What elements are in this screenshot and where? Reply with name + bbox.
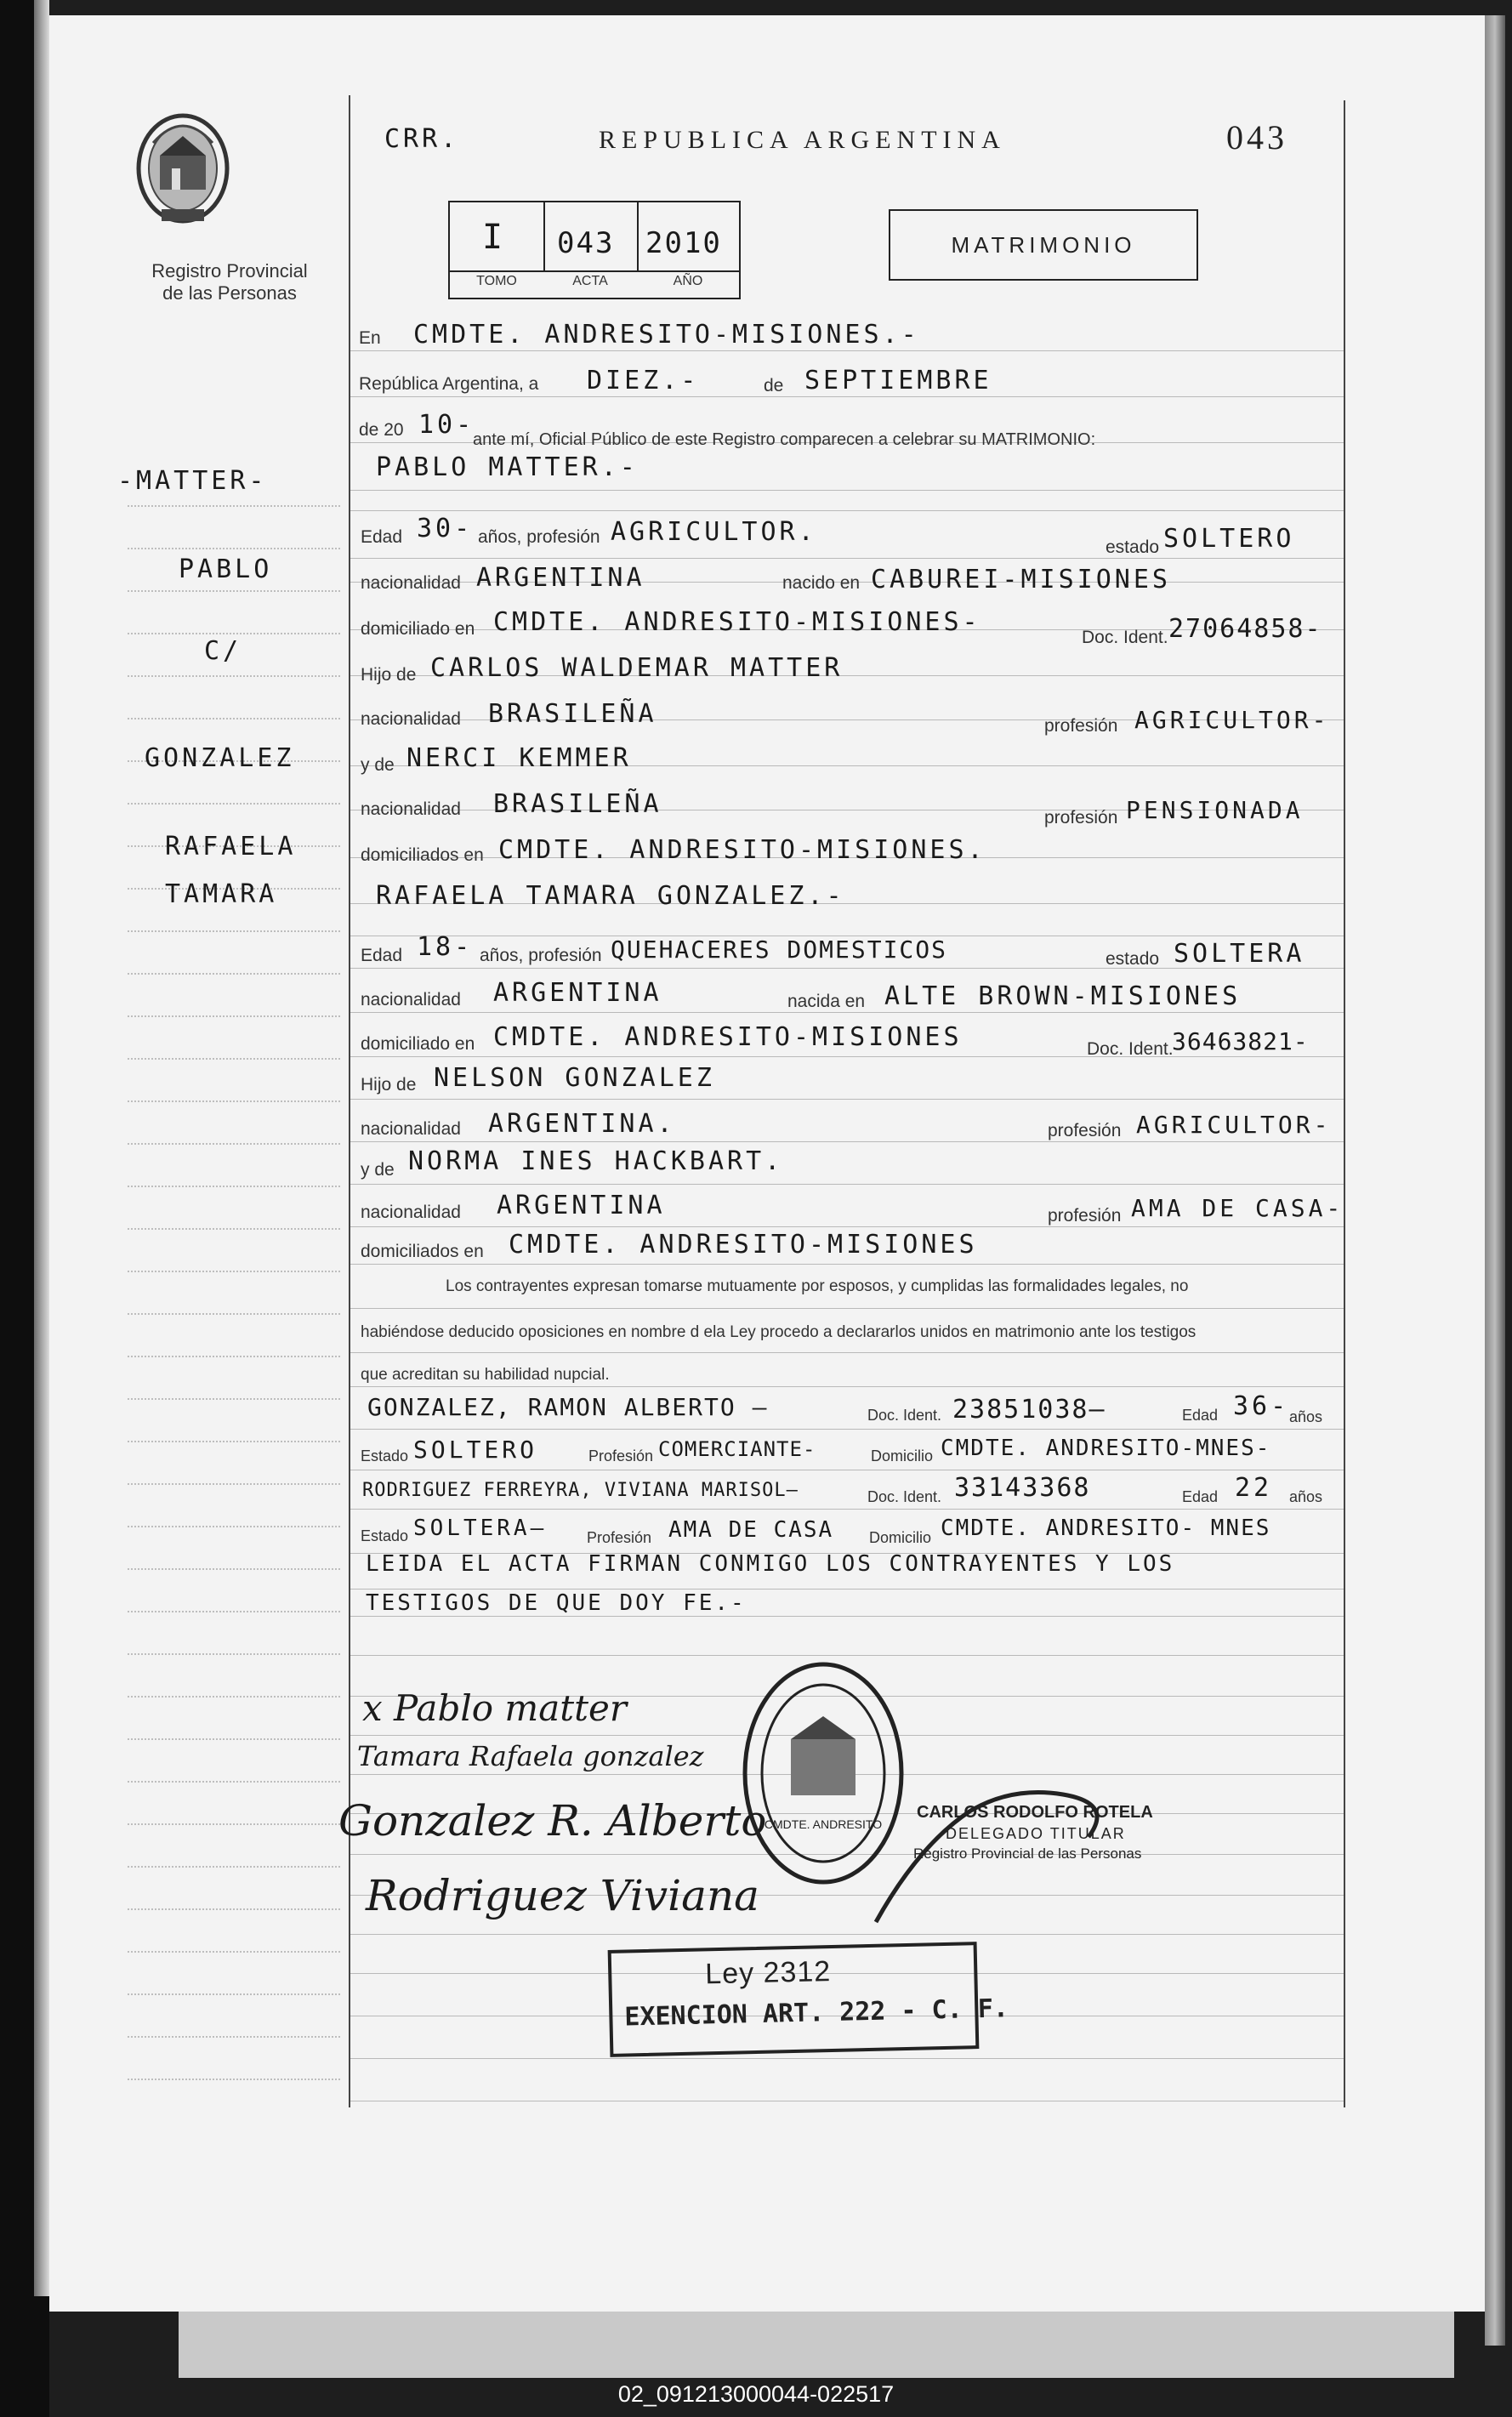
bride-nationality: ARGENTINA: [493, 978, 662, 1008]
margin-ruled-line: [128, 718, 340, 719]
margin-ruled-line: [128, 505, 340, 507]
ruled-line: [350, 1012, 1344, 1013]
margin-name2b: TAMARA: [165, 879, 278, 909]
margin-ruled-line: [128, 1866, 340, 1868]
label-nac-father: nacionalidad: [361, 709, 461, 729]
margin-ruled-line: [128, 1143, 340, 1145]
label-year: de 20: [359, 420, 404, 440]
margin-surname2: GONZALEZ: [145, 743, 295, 773]
official-office: Registro Provincial de las Personas: [913, 1845, 1142, 1862]
bride-profession: QUEHACERES DOMESTICOS: [611, 936, 948, 964]
margin-name1: PABLO: [179, 554, 273, 584]
margin-name2a: RAFAELA: [165, 832, 297, 862]
witness2-status: SOLTERA—: [413, 1516, 548, 1541]
margin-ruled-line: [128, 633, 340, 634]
declaration-line2: habiéndose deducido oposiciones en nombre d ela Ley procedo a declararlos unidos en matrimonio ante los testigos: [361, 1323, 1197, 1341]
record-code: CRR.: [384, 124, 460, 154]
bride-father-profession: AGRICULTOR-: [1136, 1111, 1332, 1139]
groom-father: CARLOS WALDEMAR MATTER: [430, 653, 844, 683]
margin-ruled-line: [128, 1058, 340, 1060]
margin-ruled-line: [128, 1186, 340, 1187]
closing-line1: LEIDA EL ACTA FIRMAN CONMIGO LOS CONTRAYENTES Y LOS: [366, 1551, 1175, 1577]
margin-ruled-line: [128, 973, 340, 975]
margin-ruled-line: [128, 1271, 340, 1272]
signature-groom: x Pablo matter: [362, 1687, 627, 1729]
seal-text: CMDTE. ANDRESITO: [764, 1817, 883, 1831]
label-anios-prof: años, profesión: [478, 527, 600, 547]
law-stamp-line1: Ley 2312: [704, 1954, 832, 1991]
ruled-line: [350, 2058, 1344, 2059]
country-title: REPUBLICA ARGENTINA: [599, 126, 1006, 154]
bride-full-name: RAFAELA TAMARA GONZALEZ.-: [376, 881, 845, 911]
bride-father-nationality: ARGENTINA.: [488, 1109, 676, 1139]
label-domiciliado: domiciliado en: [361, 619, 475, 639]
groom-nationality: ARGENTINA: [476, 563, 645, 593]
margin-ruled-line: [128, 590, 340, 592]
signature-bride: Tamara Rafaela gonzalez: [357, 1740, 704, 1772]
margin-ruled-line: [128, 1100, 340, 1102]
margin-ruled-line: [128, 1568, 340, 1570]
ruled-line: [350, 490, 1344, 491]
page-number: 043: [1226, 118, 1287, 156]
right-border: [1344, 100, 1345, 2107]
ruled-line: [350, 1386, 1344, 1387]
label-estado-w2: Estado: [361, 1527, 409, 1544]
label-nac-mother: nacionalidad: [361, 799, 461, 819]
groom-mother: NERCI KEMMER: [406, 743, 632, 773]
signature-witness2: Rodriguez Viviana: [366, 1871, 759, 1920]
bride-mother-profession: AMA DE CASA-: [1131, 1194, 1344, 1222]
official-title: DELEGADO TITULAR: [946, 1825, 1126, 1842]
witness2-age: 22: [1235, 1473, 1273, 1503]
bride-parents-domicile: CMDTE. ANDRESITO-MISIONES: [509, 1230, 978, 1260]
label-edad-w1: Edad: [1182, 1407, 1219, 1424]
witness2-profession: AMA DE CASA: [668, 1517, 834, 1543]
label-dom-w1: Domicilio: [871, 1447, 934, 1464]
ruled-line: [350, 1184, 1344, 1185]
ruled-line: [350, 1226, 1344, 1227]
label-prof-w1: Profesión: [588, 1447, 654, 1464]
bride-domicile: CMDTE. ANDRESITO-MISIONES: [493, 1022, 963, 1052]
margin-connector: C/: [204, 636, 242, 666]
witness2-doc: 33143368: [954, 1473, 1091, 1503]
ruled-line: [350, 1589, 1344, 1590]
label-anios-w1: años: [1289, 1408, 1323, 1425]
margin-ruled-line: [128, 1653, 340, 1655]
label-republica: República Argentina, a: [359, 374, 539, 394]
book-spine: [0, 0, 49, 2417]
intro-place: CMDTE. ANDRESITO-MISIONES.-: [413, 320, 920, 350]
label-prof-w2: Profesión: [587, 1529, 652, 1546]
margin-ruled-line: [128, 1738, 340, 1740]
signature-witness1: Gonzalez R. Alberto: [338, 1796, 767, 1845]
margin-ruled-line: [128, 1993, 340, 1995]
margin-ruled-line: [128, 2079, 340, 2080]
intro-day: DIEZ.-: [587, 366, 700, 395]
bride-status: SOLTERA: [1174, 939, 1305, 969]
provincial-crest-icon: [128, 109, 238, 245]
bride-mother-nationality: ARGENTINA: [497, 1191, 666, 1220]
label-domiciliado-bride: domiciliado en: [361, 1034, 475, 1054]
witness2-domicile: CMDTE. ANDRESITO- MNES: [941, 1516, 1271, 1541]
label-prof-mother: profesión: [1044, 808, 1118, 827]
margin-ruled-line: [128, 1313, 340, 1315]
record-type-box: MATRIMONIO: [889, 209, 1198, 281]
label-yde-bride: y de: [361, 1160, 395, 1180]
declaration-line3: que acreditan su habilidad nupcial.: [361, 1366, 610, 1384]
groom-profession: AGRICULTOR.: [611, 517, 817, 547]
label-nacionalidad-bride: nacionalidad: [361, 990, 461, 1009]
groom-doc: 27064858-: [1168, 614, 1322, 644]
tomo-label: TOMO: [476, 274, 517, 288]
registry-name: Registro Provincial de las Personas: [151, 260, 308, 304]
label-nacida: nacida en: [787, 992, 866, 1011]
law-stamp-line2: EXENCION ART. 222 - C. F.: [624, 1993, 1009, 2033]
label-prof-mother-bride: profesión: [1048, 1206, 1122, 1226]
intro-rest: ante mí, Oficial Público de este Registro comparecen a celebrar su MATRIMONIO:: [473, 430, 1096, 449]
ruled-line: [350, 1056, 1344, 1057]
margin-ruled-line: [128, 548, 340, 549]
ruled-line: [350, 1352, 1344, 1353]
groom-mother-nationality: BRASILEÑA: [493, 789, 662, 819]
margin-ruled-line: [128, 1398, 340, 1400]
margin-ruled-line: [128, 930, 340, 932]
ruled-line: [350, 1141, 1344, 1142]
margin-ruled-line: [128, 1823, 340, 1825]
margin-ruled-line: [128, 1526, 340, 1527]
groom-domicile: CMDTE. ANDRESITO-MISIONES-: [493, 607, 981, 637]
anio-label: AÑO: [673, 274, 703, 288]
margin-ruled-line: [128, 1015, 340, 1017]
label-estado: estado: [1106, 537, 1160, 557]
margin-ruled-line: [128, 1696, 340, 1698]
bride-doc: 36463821-: [1172, 1027, 1309, 1055]
margin-ruled-line: [128, 1356, 340, 1357]
label-edad-bride: Edad: [361, 946, 403, 965]
margin-ruled-line: [128, 1441, 340, 1442]
label-doc-w1: Doc. Ident.: [867, 1407, 942, 1424]
closing-line2: TESTIGOS DE QUE DOY FE.-: [366, 1590, 747, 1616]
groom-full-name: PABLO MATTER.-: [376, 452, 639, 482]
label-nac-father-bride: nacionalidad: [361, 1119, 461, 1139]
groom-father-profession: AGRICULTOR-: [1134, 706, 1330, 734]
groom-birthplace: CABUREI-MISIONES: [871, 565, 1171, 594]
label-nac-mother-bride: nacionalidad: [361, 1203, 461, 1222]
bride-birthplace: ALTE BROWN-MISIONES: [884, 981, 1242, 1011]
page-bottom-edge: [179, 2306, 1454, 2378]
groom-status: SOLTERO: [1163, 524, 1295, 554]
label-estado-w1: Estado: [361, 1447, 409, 1464]
label-de: de: [764, 376, 784, 395]
label-edad: Edad: [361, 527, 403, 547]
label-nacionalidad: nacionalidad: [361, 573, 461, 593]
margin-ruled-line: [128, 2036, 340, 2038]
witness1-status: SOLTERO: [413, 1436, 538, 1464]
ruled-line: [350, 510, 1344, 511]
label-anios-w2: años: [1289, 1488, 1323, 1505]
bride-mother: NORMA INES HACKBART.: [408, 1146, 784, 1176]
ruled-line: [350, 396, 1344, 397]
margin-ruled-line: [128, 675, 340, 677]
label-anios-prof-bride: años, profesión: [480, 946, 602, 965]
groom-father-nationality: BRASILEÑA: [488, 699, 657, 729]
witness1-doc: 23851038—: [952, 1395, 1106, 1425]
tomo-value: I: [482, 218, 507, 257]
ruled-line: [350, 1099, 1344, 1100]
groom-mother-profession: PENSIONADA: [1126, 796, 1304, 824]
margin-ruled-line: [128, 1908, 340, 1910]
intro-month: SEPTIEMBRE: [804, 366, 992, 395]
label-domiciliados-bride: domiciliados en: [361, 1242, 484, 1261]
label-hijo-bride: Hijo de: [361, 1075, 417, 1095]
label-dom-w2: Domicilio: [869, 1529, 932, 1546]
margin-ruled-line: [128, 1228, 340, 1230]
label-estado-bride: estado: [1106, 949, 1160, 969]
record-id-boxes: [448, 201, 741, 299]
label-prof-father-bride: profesión: [1048, 1121, 1122, 1140]
ruled-line: [350, 1264, 1344, 1265]
groom-parents-domicile: CMDTE. ANDRESITO-MISIONES.: [498, 835, 986, 865]
margin-ruled-line: [128, 1611, 340, 1612]
label-doc-w2: Doc. Ident.: [867, 1488, 942, 1505]
witness1-domicile: CMDTE. ANDRESITO-MNES-: [941, 1436, 1271, 1461]
official-name: CARLOS RODOLFO ROTELA: [917, 1803, 1153, 1822]
declaration-line1: Los contrayentes expresan tomarse mutuamente por esposos, y cumplidas las formalidades legales, no: [446, 1277, 1189, 1295]
acta-value: 043: [557, 226, 615, 260]
witness1-age: 36-: [1233, 1391, 1290, 1421]
margin-ruled-line: [128, 1951, 340, 1953]
margin-ruled-line: [128, 803, 340, 805]
intro-year-suffix: 10-: [418, 410, 475, 440]
label-prof-father: profesión: [1044, 716, 1118, 736]
label-hijo: Hijo de: [361, 665, 417, 685]
acta-label: ACTA: [572, 274, 608, 288]
label-doc-bride: Doc. Ident.: [1087, 1039, 1174, 1059]
witness2-name: RODRIGUEZ FERREYRA, VIVIANA MARISOL—: [362, 1480, 799, 1501]
ruled-line: [350, 1509, 1344, 1510]
anio-value: 2010: [645, 226, 722, 260]
label-en: En: [359, 328, 381, 348]
ruled-line: [350, 1429, 1344, 1430]
ruled-line: [350, 350, 1344, 351]
ruled-line: [350, 558, 1344, 559]
scan-filename: 02_091213000044-022517: [617, 2381, 895, 2407]
label-domiciliados: domiciliados en: [361, 845, 484, 865]
label-yde: y de: [361, 755, 395, 775]
margin-surname1: -MATTER-: [117, 466, 268, 496]
bride-father: NELSON GONZALEZ: [434, 1063, 715, 1093]
margin-ruled-line: [128, 1483, 340, 1485]
label-nacido: nacido en: [782, 573, 861, 593]
bride-age: 18-: [417, 932, 474, 962]
label-edad-w2: Edad: [1182, 1488, 1219, 1505]
ruled-line: [350, 1308, 1344, 1309]
witness1-name: GONZALEZ, RAMON ALBERTO —: [367, 1393, 769, 1421]
label-doc: Doc. Ident.: [1082, 628, 1168, 647]
ruled-line: [350, 1655, 1344, 1656]
book-right-edge: [1485, 15, 1505, 2346]
groom-age: 30-: [417, 514, 474, 543]
law-stamp: [608, 1942, 1009, 2057]
margin-ruled-line: [128, 1781, 340, 1783]
witness1-profession: COMERCIANTE-: [658, 1437, 816, 1461]
ruled-line: [350, 1616, 1344, 1617]
ruled-line: [350, 1934, 1344, 1935]
